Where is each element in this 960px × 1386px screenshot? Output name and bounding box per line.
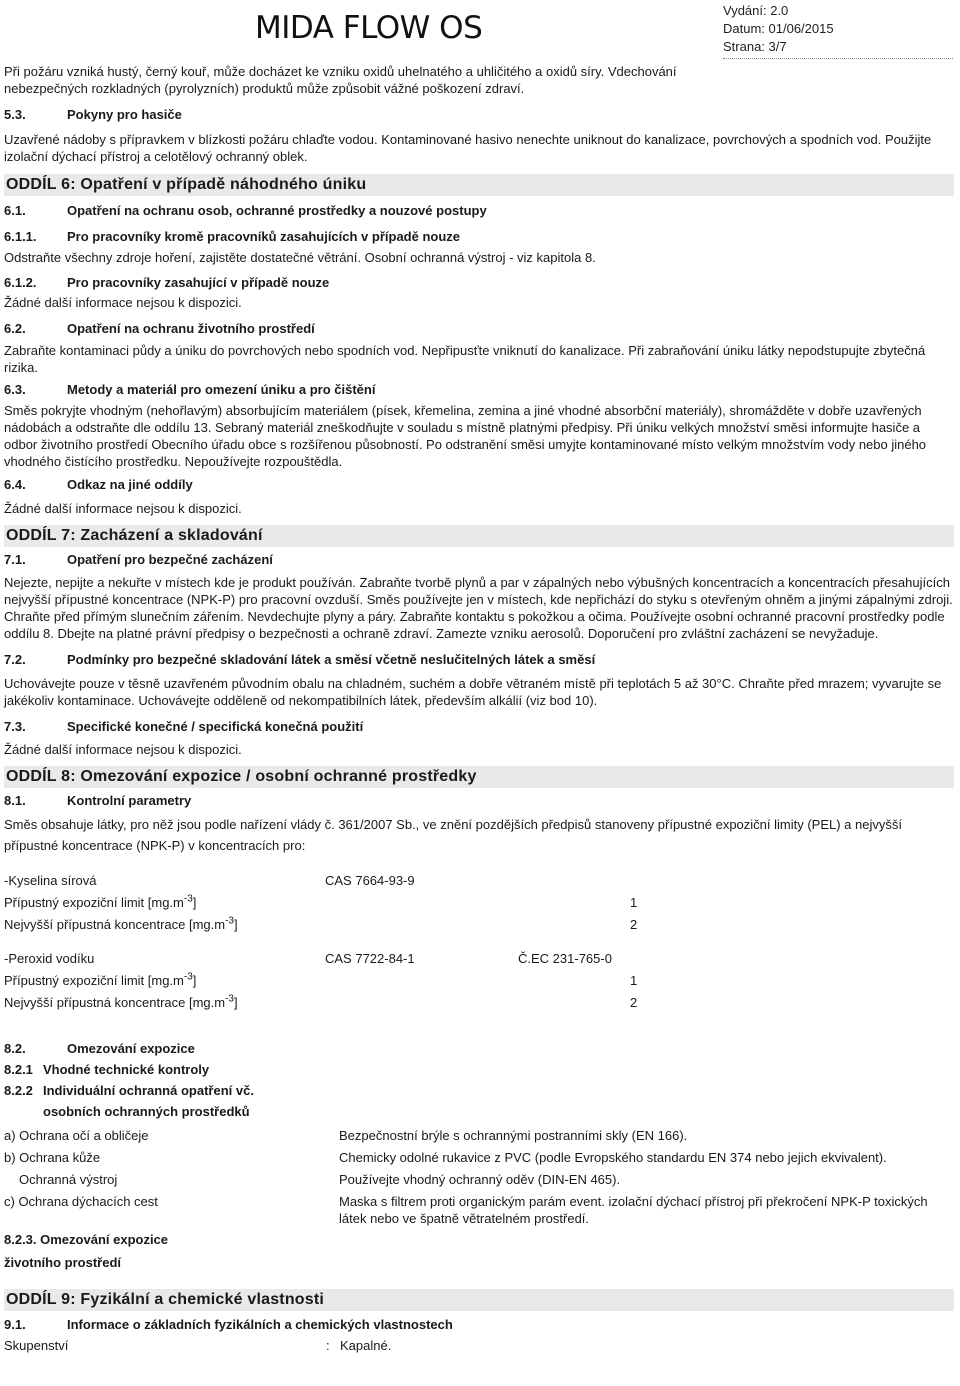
s822-title: Individuální ochranná opatření vč. [43, 1083, 254, 1098]
s73-number: 7.3. [4, 719, 26, 734]
s71-title: Opatření pro bezpečné zacházení [67, 552, 273, 567]
s71-heading [4, 551, 954, 568]
unit-exponent: -3 [225, 993, 234, 1005]
s73-text: Žádné další informace nejsou k dispozici. [4, 742, 242, 757]
s823-heading-continued: životního prostředí [4, 1255, 121, 1270]
limit-row [4, 970, 954, 992]
substance-table [4, 870, 954, 1014]
s61-heading [4, 202, 954, 219]
ppe-value: Chemicky odolné rukavice z PVC (podle Evropského standardu EN 374 nebo jejich ekvivalent). [339, 1150, 887, 1165]
property-value: Kapalné. [340, 1338, 392, 1353]
property-row [4, 1335, 954, 1357]
s53-heading [4, 106, 954, 123]
ppe-value: Používejte vhodný ochranný oděv (DIN-EN 465). [339, 1172, 621, 1187]
ppe-label: c) Ochrana dýchacích cest [4, 1194, 158, 1209]
ppe-value: Bezpečnostní brýle s ochrannými postranními skly (EN 166). [339, 1128, 688, 1143]
s82-heading [4, 1040, 954, 1057]
s612-title: Pro pracovníky zasahující v případě nouze [67, 275, 330, 290]
s71-text: Nejezte, nepijte a nekuřte v místech kde je produkt používán. Zabraňte tvorbě plynů a par v zápalných nebo výbušných koncentracích a koncentracích přesahujících nejvyšší přípustné koncentrace (NPK-P) pro pracovní ovzduší. Směs používejte jen v místech, kde nepřichází do styku s otevřeným ohněm a jinými zápalnými zdroji. Chraňte před přímým slunečním zářením. Nevdechujte plyny a páry. Zabraňte kontaktu s pokožkou a očima. Používejte osobní ochranné pracovní prostředky podle oddílu 8. Dbejte na platné právní předpisy o bezpečnosti a ochraně zdraví. Zamezte vzniku aerosolů. Doporučení pro zvláštní zacházení se nevyžaduje. [4, 575, 953, 641]
unit-bracket: ] [234, 995, 238, 1010]
section6-title: ODDÍL 6: Opatření v případě náhodného úniku [4, 174, 954, 196]
npk-value: 2 [630, 995, 638, 1010]
ppe-value: Maska s filtrem proti organickým parám event. izolační dýchací přístroj při překročení NPK-P toxických látek nebo ve špatně větratelném prostředí. [339, 1194, 928, 1226]
s91-number: 9.1. [4, 1317, 26, 1332]
s81-text: Směs obsahuje látky, pro něž jsou podle nařízení vlády č. 361/2007 Sb., ve znění pozdějších předpisů stanoveny přípustné expoziční limity (PEL) a nejvyšší přípustné koncentrace (NPK-P) v koncentracích pro: [4, 817, 902, 853]
s71-number: 7.1. [4, 552, 26, 567]
header-divider [723, 58, 953, 59]
pel-value: 1 [630, 973, 638, 988]
s611-number: 6.1.1. [4, 229, 37, 244]
section9-title: ODDÍL 9: Fyzikální a chemické vlastnosti [4, 1289, 954, 1311]
s821-number: 8.2.1 [4, 1062, 33, 1077]
ppe-row [4, 1193, 954, 1229]
s91-title: Informace o základních fyzikálních a chemických vlastnostech [67, 1317, 453, 1332]
s81-title: Kontrolní parametry [67, 793, 192, 808]
product-title: MIDA FLOW OS [255, 10, 483, 46]
s72-heading [4, 651, 954, 668]
substance-name: -Kyselina sírová [4, 873, 97, 888]
s73-title: Specifické konečné / specifická konečná použití [67, 719, 364, 734]
pel-value: 1 [630, 895, 638, 910]
unit-exponent: -3 [225, 915, 234, 927]
unit-bracket: ] [192, 895, 197, 910]
section8-title: ODDÍL 8: Omezování expozice / osobní ochranné prostředky [4, 766, 954, 788]
ppe-row [4, 1149, 954, 1171]
s822-number: 8.2.2 [4, 1083, 33, 1098]
document-body [4, 63, 954, 1357]
s64-text: Žádné další informace nejsou k dispozici. [4, 501, 242, 516]
unit-bracket: ] [192, 973, 197, 988]
issue-version: Vydání: 2.0 [723, 3, 789, 18]
ppe-label: b) Ochrana kůže [4, 1150, 101, 1165]
unit-bracket: ] [234, 917, 238, 932]
ppe-row [4, 1171, 954, 1193]
substance-name: -Peroxid vodíku [4, 951, 95, 966]
ppe-table [4, 1127, 954, 1229]
npk-label [4, 994, 238, 1011]
npk-value: 2 [630, 917, 638, 932]
s63-heading [4, 381, 954, 398]
limit-row [4, 992, 954, 1014]
s612-heading [4, 274, 954, 291]
substance-cas: CAS 7722-84-1 [325, 951, 415, 966]
s63-text: Směs pokryjte vhodným (nehořlavým) absorbujícím materiálem (písek, křemelina, zemina a jiné vhodné absorbční materiály), shromážděte v dobře uzavřených nádobách a odstraňte dle oddílu 13. Sebraný materiál zneškodňujte v souladu s místně platnými předpisy. Při úniku velkých množství směsi informujte hasiče a odbor životního prostředí Obecního úřadu obce s rozšířenou působností. Po odstranění směsi umyjte kontaminované místo velkým množstvím vody nebo jiného vhodného čistícího prostředku. Nepoužívejte rozpouštědla. [4, 403, 927, 469]
s821-heading [4, 1061, 954, 1078]
s64-title: Odkaz na jiné oddíly [67, 477, 193, 492]
fire-intro-text: Při požáru vzniká hustý, černý kouř, může docházet ke vzniku oxidů uhelnatého a uhličitého a oxidů síry. Vdechování nebezpečných rozkladných (pyrolyzních) produktů může způsobit vážné poškození zdraví. [4, 64, 677, 96]
s53-text: Uzavřené nádoby s přípravkem v blízkosti požáru chlaďte vodou. Kontaminované hasivo nenechte uniknout do kanalizace, povrchových a spodních vod. Použijte izolační dýchací přístroj a celotělový ochranný oblek. [4, 132, 932, 164]
limit-row [4, 892, 954, 914]
ppe-label: Ochranná výstroj [19, 1172, 118, 1187]
s72-title: Podmínky pro bezpečné skladování látek a směsí včetně neslučitelných látek a směsí [67, 652, 596, 667]
unit-exponent: -3 [183, 893, 193, 905]
s53-number: 5.3. [4, 107, 26, 122]
s81-number: 8.1. [4, 793, 26, 808]
pel-label [4, 972, 196, 989]
substance-row [4, 948, 954, 970]
s611-heading [4, 228, 954, 245]
page-number: Strana: 3/7 [723, 39, 787, 54]
s611-text: Odstraňte všechny zdroje hoření, zajistěte dostatečné větrání. Osobní ochranná výstroj - viz kapitola 8. [4, 250, 596, 265]
s62-title: Opatření na ochranu životního prostředí [67, 321, 315, 336]
npk-label [4, 916, 238, 933]
property-separator: : [326, 1338, 330, 1353]
s64-number: 6.4. [4, 477, 26, 492]
s64-heading [4, 476, 954, 493]
s612-number: 6.1.2. [4, 275, 37, 290]
s612-text: Žádné další informace nejsou k dispozici. [4, 295, 242, 310]
property-label: Skupenství [4, 1338, 69, 1353]
unit-exponent: -3 [183, 971, 193, 983]
s73-heading [4, 718, 954, 735]
document-meta [723, 2, 834, 56]
substance-row [4, 870, 954, 892]
s822-heading [4, 1082, 954, 1099]
substance-ec: Č.EC 231-765-0 [518, 951, 612, 966]
ppe-label: a) Ochrana očí a obličeje [4, 1128, 149, 1143]
s62-number: 6.2. [4, 321, 26, 336]
s62-heading [4, 320, 954, 337]
s822-title-continued: osobních ochranných prostředků [43, 1104, 250, 1119]
s72-text: Uchovávejte pouze v těsně uzavřeném původním obalu na chladném, suchém a dobře větraném místě při teplotách 5 až 30°C. Chraňte před mrazem; vyvarujte se jakékoliv kontaminace. Uchovávejte odděleně od nekompatibilních látek, především alkálií (viz bod 10). [4, 676, 942, 708]
issue-date: Datum: 01/06/2015 [723, 21, 834, 36]
s91-heading [4, 1316, 954, 1333]
ppe-row [4, 1127, 954, 1149]
s81-heading [4, 792, 954, 809]
limit-row [4, 914, 954, 936]
npk-label-text: Nejvyšší přípustná koncentrace [mg.m [4, 917, 226, 932]
s72-number: 7.2. [4, 652, 26, 667]
s61-title: Opatření na ochranu osob, ochranné prostředky a nouzové postupy [67, 203, 487, 218]
s611-title: Pro pracovníky kromě pracovníků zasahujících v případě nouze [67, 229, 461, 244]
s62-text: Zabraňte kontaminaci půdy a úniku do povrchových nebo spodních vod. Nepřipusťte vniknutí do kanalizace. Při zabraňování úniku látky nepodstupujte zbytečná rizika. [4, 343, 926, 375]
s61-number: 6.1. [4, 203, 26, 218]
s82-title: Omezování expozice [67, 1041, 195, 1056]
section7-title: ODDÍL 7: Zacházení a skladování [4, 525, 954, 547]
s823-heading: 8.2.3. Omezování expozice [4, 1232, 169, 1247]
pel-label-text: Přípustný expoziční limit [mg.m [4, 973, 184, 988]
s53-title: Pokyny pro hasiče [67, 107, 182, 122]
pel-label-text: Přípustný expoziční limit [mg.m [4, 895, 184, 910]
substance-cas: CAS 7664-93-9 [325, 873, 415, 888]
s82-number: 8.2. [4, 1041, 26, 1056]
pel-label [4, 894, 196, 911]
s63-number: 6.3. [4, 382, 26, 397]
s821-title: Vhodné technické kontroly [43, 1062, 210, 1077]
s63-title: Metody a materiál pro omezení úniku a pro čištění [67, 382, 376, 397]
npk-label-text: Nejvyšší přípustná koncentrace [mg.m [4, 995, 226, 1010]
